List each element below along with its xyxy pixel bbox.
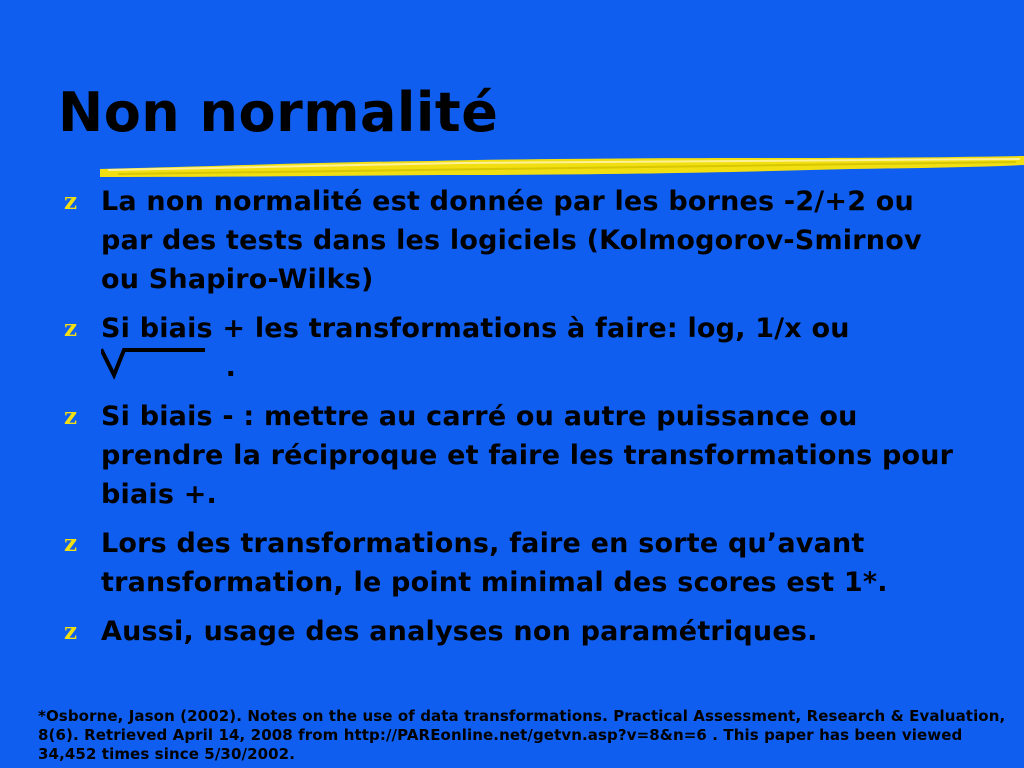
bullet-symbol: z <box>64 530 78 557</box>
footnote: *Osborne, Jason (2002). Notes on the use of data transformations. Practical Assessment, Research & Evaluation, 8(6). Retrieved April 14, 2008 from http://PAREonline.net/getvn.asp?v=8&n=6 . This paper has been viewed 34,452 times since 5/30/2002. <box>38 707 1006 763</box>
bullet-item-5 <box>64 612 964 651</box>
bullet-text-4: Lors des transformations, faire en sorte qu’avant transformation, le point minimal des scores est 1*. <box>101 528 888 598</box>
bullet-text-2-before: Si biais + les transformations à faire: log, 1/x ou <box>101 313 850 344</box>
bullet-symbol: z <box>64 618 78 645</box>
bullet-item-4 <box>64 524 964 602</box>
bullet-text-2-after: . <box>216 352 237 383</box>
bullet-text-2 <box>101 309 964 387</box>
title-highlight-stroke <box>100 150 1024 184</box>
bullet-item-3 <box>64 397 964 514</box>
square-root-icon <box>101 349 216 376</box>
bullet-item-2 <box>64 309 964 387</box>
bullet-symbol: z <box>64 403 78 430</box>
bullet-symbol: z <box>64 315 78 342</box>
slide-title: Non normalité <box>58 81 499 144</box>
bullet-text-3: Si biais - : mettre au carré ou autre puissance ou prendre la réciproque et faire les transformations pour biais +. <box>101 401 954 510</box>
bullet-text-5: Aussi, usage des analyses non paramétriques. <box>101 616 818 647</box>
bullet-text-1: La non normalité est donnée par les bornes -2/+2 ou par des tests dans les logiciels (Kolmogorov-Smirnov ou Shapiro-Wilks) <box>101 186 922 295</box>
bullet-list <box>64 182 964 661</box>
bullet-item-1 <box>64 182 964 299</box>
bullet-symbol: z <box>64 188 78 215</box>
